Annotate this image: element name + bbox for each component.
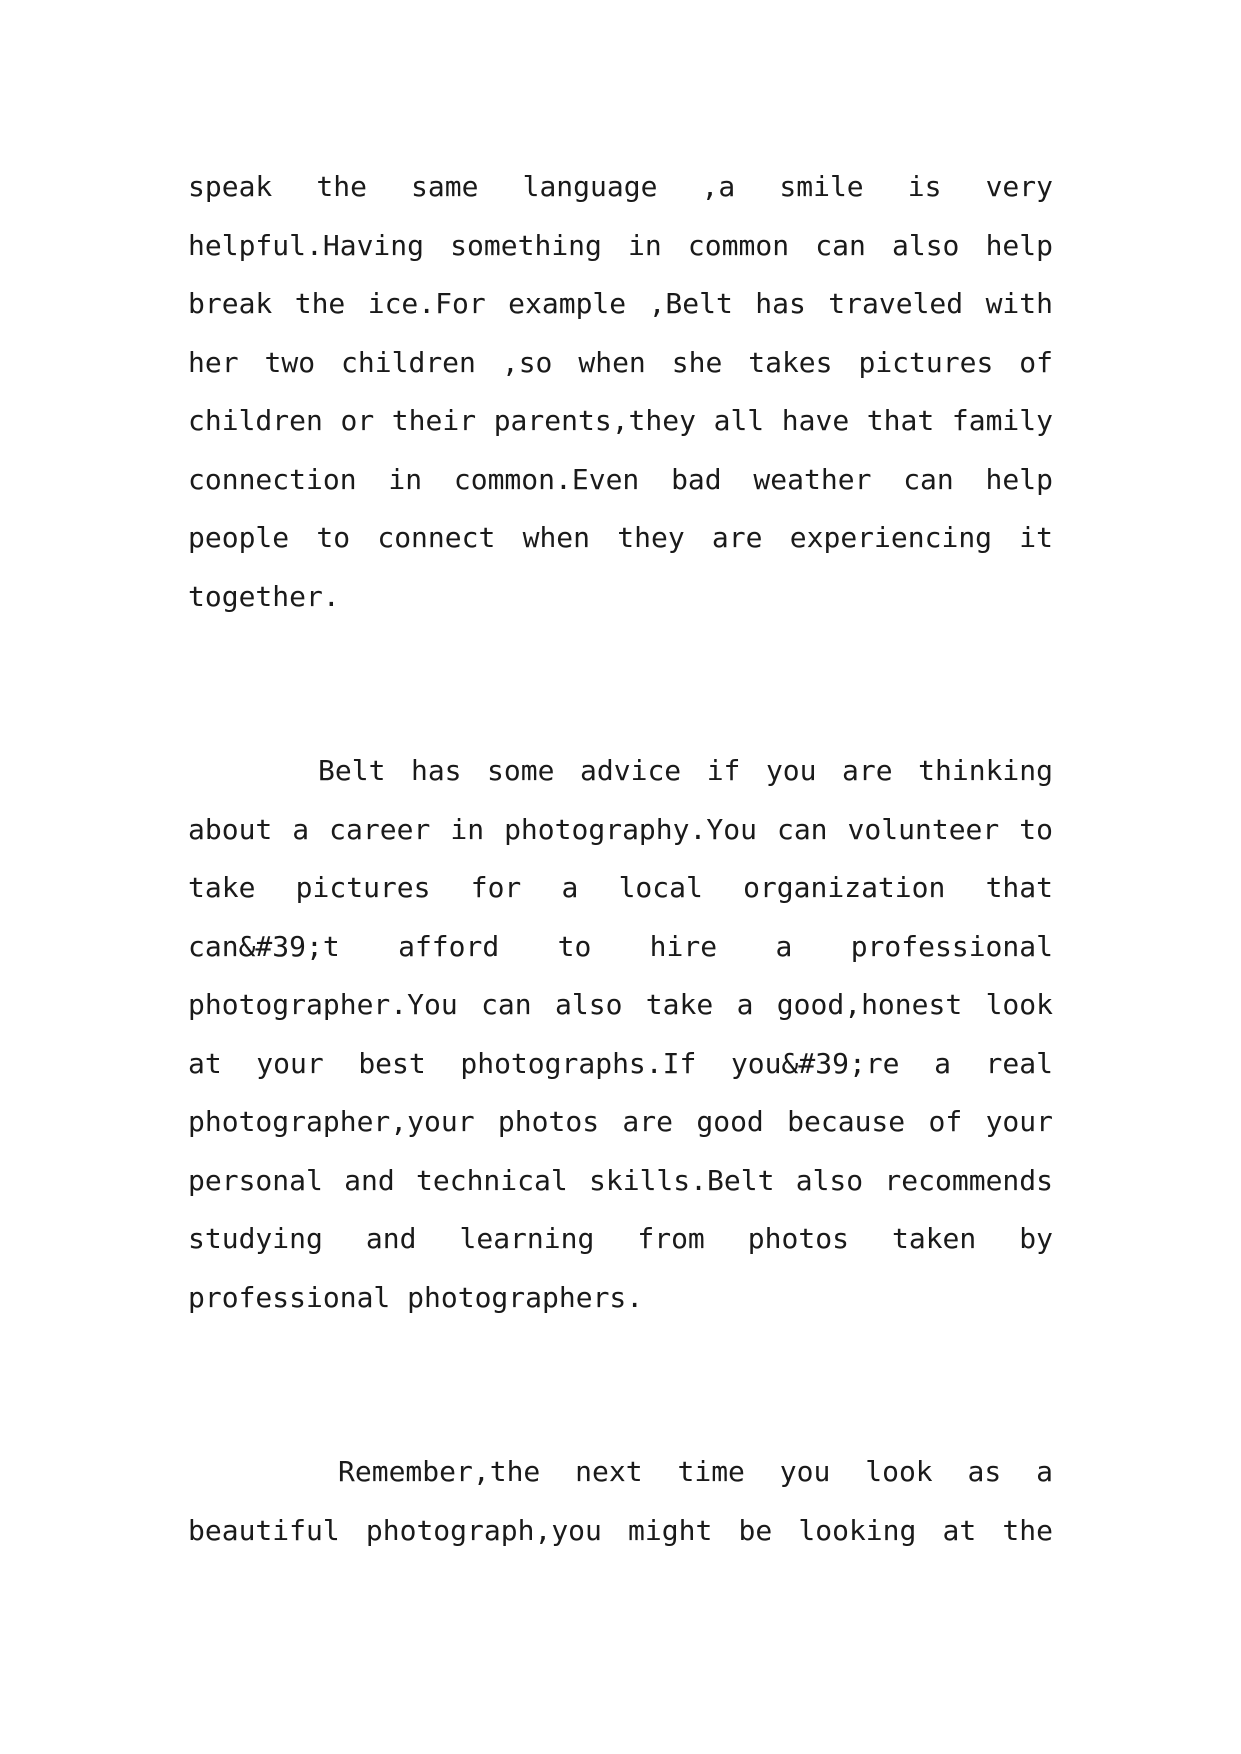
text-line: break the ice.For example ,Belt has traveled with: [188, 287, 1053, 320]
paragraph-2: [188, 742, 1053, 1327]
paragraph-3: [188, 1443, 1053, 1560]
text-line: professional photographers.: [188, 1280, 644, 1314]
text-line: can&#39;t afford to hire a professional: [188, 929, 1053, 963]
text-line: connection in common.Even bad weather can help: [188, 462, 1053, 496]
paragraph-1: [188, 158, 1053, 626]
text-line: photographer.You can also take a good,honest look: [188, 988, 1053, 1021]
text-line: personal and technical skills.Belt also recommends: [188, 1163, 1053, 1197]
text-line: Belt has some advice if you are thinking: [318, 754, 1053, 787]
text-line: at your best photographs.If you&#39;re a real: [188, 1046, 1053, 1080]
text-line: beautiful photograph,you might be looking at the: [188, 1513, 1053, 1547]
text-line: helpful.Having something in common can also help: [188, 228, 1053, 262]
text-line: speak the same language ,a smile is very: [188, 170, 1053, 203]
text-line: her two children ,so when she takes pictures of: [188, 345, 1053, 379]
text-line: together.: [188, 579, 340, 613]
text-line: take pictures for a local organization that: [188, 871, 1053, 904]
text-line: studying and learning from photos taken by: [188, 1222, 1053, 1255]
text-line: Remember,the next time you look as a: [338, 1455, 1053, 1488]
text-line: about a career in photography.You can volunteer to: [188, 812, 1053, 846]
text-line: photographer,your photos are good because of your: [188, 1105, 1053, 1138]
text-line: people to connect when they are experiencing it: [188, 521, 1053, 554]
text-line: children or their parents,they all have that family: [188, 404, 1053, 437]
